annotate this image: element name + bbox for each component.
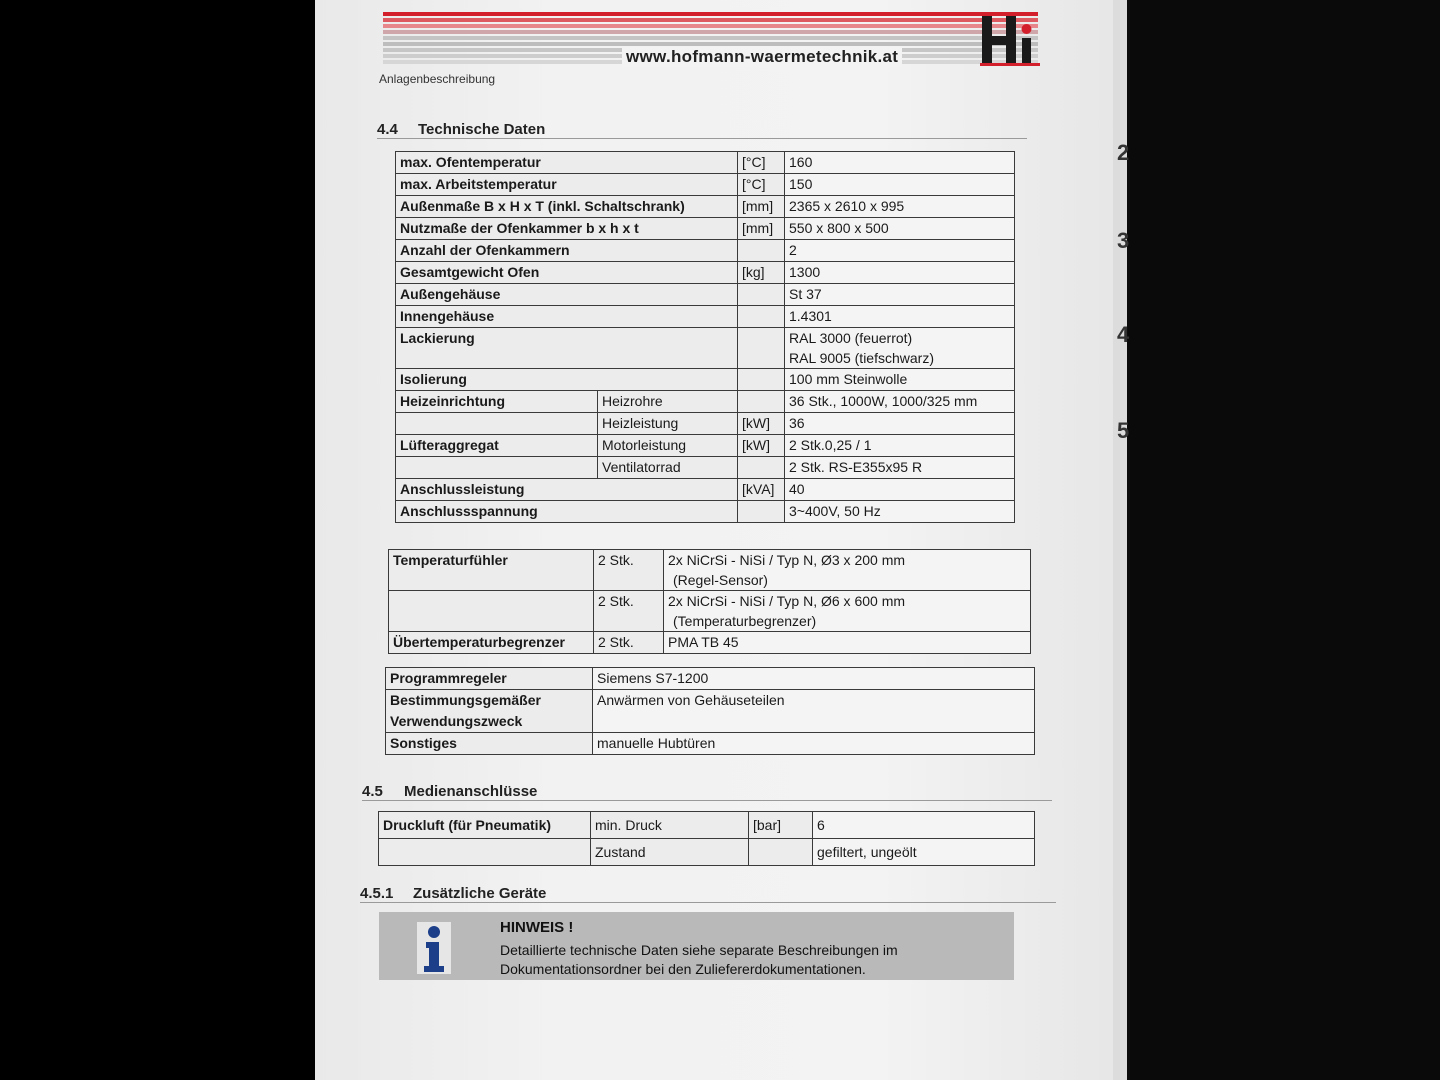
row-sublabel: Ventilatorrad — [598, 457, 738, 479]
table-row — [396, 369, 1015, 391]
row-value: 3~400V, 50 Hz — [785, 501, 1015, 523]
row-label: Temperaturfühler — [389, 550, 594, 591]
row-unit: [°C] — [738, 174, 785, 196]
row-sublabel: min. Druck — [591, 812, 749, 839]
row-value: PMA TB 45 — [664, 632, 1031, 654]
heading-rule — [362, 800, 1052, 801]
heading-rule — [360, 902, 1056, 903]
row-value: St 37 — [785, 284, 1015, 306]
row-value: 36 — [785, 413, 1015, 435]
row-label — [396, 457, 598, 479]
row-label: Anschlussspannung — [396, 501, 738, 523]
table-row — [386, 690, 1035, 733]
row-label: Außenmaße B x H x T (inkl. Schaltschrank) — [396, 196, 738, 218]
row-value: 550 x 800 x 500 — [785, 218, 1015, 240]
row-label: Lüfteraggregat — [396, 435, 598, 457]
table-row — [396, 435, 1015, 457]
row-label — [379, 839, 591, 866]
table-row — [396, 284, 1015, 306]
row-unit: [mm] — [738, 196, 785, 218]
row-value: RAL 3000 (feuerrot) RAL 9005 (tiefschwarz) — [785, 328, 1015, 369]
section-heading-4-4: 4.4 Technische Daten — [377, 121, 546, 138]
row-value: 2365 x 2610 x 995 — [785, 196, 1015, 218]
table-row — [396, 240, 1015, 262]
table-row — [396, 457, 1015, 479]
row-value: 2 — [785, 240, 1015, 262]
row-label: Isolierung — [396, 369, 738, 391]
note-title: HINWEIS ! — [500, 919, 574, 936]
row-unit: [kW] — [738, 413, 785, 435]
table-row — [396, 479, 1015, 501]
row-value: 2x NiCrSi - NiSi / Typ N, Ø6 x 600 mm (Temperaturbegrenzer) — [664, 591, 1031, 632]
row-unit: [kVA] — [738, 479, 785, 501]
row-value: 150 — [785, 174, 1015, 196]
row-value: 36 Stk., 1000W, 1000/325 mm — [785, 391, 1015, 413]
table-row — [396, 174, 1015, 196]
row-unit: [kW] — [738, 435, 785, 457]
row-unit: [°C] — [738, 152, 785, 174]
row-unit — [749, 839, 813, 866]
note-box — [379, 912, 1014, 980]
row-label — [389, 591, 594, 632]
row-label: Gesamtgewicht Ofen — [396, 262, 738, 284]
row-value: 40 — [785, 479, 1015, 501]
row-unit: [mm] — [738, 218, 785, 240]
table-row — [396, 391, 1015, 413]
company-logo — [980, 14, 1040, 66]
row-sublabel: Heizrohre — [598, 391, 738, 413]
table-row — [396, 328, 1015, 369]
row-sublabel: Motorleistung — [598, 435, 738, 457]
section-heading-4-5-1: 4.5.1 Zusätzliche Geräte — [360, 885, 547, 902]
row-label: Außengehäuse — [396, 284, 738, 306]
row-label: Heizeinrichtung — [396, 391, 598, 413]
table-row — [389, 550, 1031, 591]
technical-data-table — [395, 151, 1015, 523]
row-quantity: 2 Stk. — [594, 591, 664, 632]
row-value: 6 — [813, 812, 1035, 839]
row-value: 100 mm Steinwolle — [785, 369, 1015, 391]
row-label — [396, 413, 598, 435]
row-value: Anwärmen von Gehäuseteilen — [593, 690, 1035, 733]
row-quantity: 2 Stk. — [594, 550, 664, 591]
table-row — [396, 262, 1015, 284]
row-value: 2x NiCrSi - NiSi / Typ N, Ø3 x 200 mm (Regel-Sensor) — [664, 550, 1031, 591]
row-unit: [bar] — [749, 812, 813, 839]
section-heading-4-5: 4.5 Medienanschlüsse — [362, 783, 538, 800]
row-value: gefiltert, ungeölt — [813, 839, 1035, 866]
row-label: Sonstiges — [386, 733, 593, 755]
table-row — [386, 668, 1035, 690]
row-unit — [738, 328, 785, 369]
row-unit — [738, 501, 785, 523]
media-table — [378, 811, 1035, 866]
document-subtitle: Anlagenbeschreibung — [379, 72, 496, 86]
misc-table — [385, 667, 1035, 755]
row-unit: [kg] — [738, 262, 785, 284]
row-value: 2 Stk. RS-E355x95 R — [785, 457, 1015, 479]
table-row — [386, 733, 1035, 755]
row-label: max. Ofentemperatur — [396, 152, 738, 174]
row-label: Programmregeler — [386, 668, 593, 690]
row-unit — [738, 240, 785, 262]
note-text: Detaillierte technische Daten siehe separate Beschreibungen im Dokumentationsordner bei den Zuliefererdokumentationen. — [500, 942, 898, 977]
row-label: Anzahl der Ofenkammern — [396, 240, 738, 262]
table-row — [389, 591, 1031, 632]
row-label: Anschlussleistung — [396, 479, 738, 501]
row-value: manuelle Hubtüren — [593, 733, 1035, 755]
sensor-table — [388, 549, 1031, 654]
row-quantity: 2 Stk. — [594, 632, 664, 654]
info-icon — [417, 922, 451, 974]
table-row — [379, 812, 1035, 839]
row-label: Lackierung — [396, 328, 738, 369]
row-label: Druckluft (für Pneumatik) — [379, 812, 591, 839]
table-row — [396, 501, 1015, 523]
row-unit — [738, 457, 785, 479]
company-url: www.hofmann-waermetechnik.at — [622, 47, 902, 67]
row-unit — [738, 284, 785, 306]
table-row — [396, 152, 1015, 174]
row-label: Innengehäuse — [396, 306, 738, 328]
row-value: 1300 — [785, 262, 1015, 284]
row-unit — [738, 306, 785, 328]
row-label: Nutzmaße der Ofenkammer b x h x t — [396, 218, 738, 240]
row-unit — [738, 391, 785, 413]
row-label: max. Arbeitstemperatur — [396, 174, 738, 196]
adjacent-page-edge: 2 3 4 5 — [1113, 0, 1127, 1080]
row-value: Siemens S7-1200 — [593, 668, 1035, 690]
row-value: 2 Stk.0,25 / 1 — [785, 435, 1015, 457]
table-row — [396, 306, 1015, 328]
table-row — [389, 632, 1031, 654]
row-label: Übertemperaturbegrenzer — [389, 632, 594, 654]
row-unit — [738, 369, 785, 391]
row-sublabel: Zustand — [591, 839, 749, 866]
row-value: 1.4301 — [785, 306, 1015, 328]
row-label: Bestimmungsgemäßer Verwendungszweck — [386, 690, 593, 733]
row-value: 160 — [785, 152, 1015, 174]
table-row — [396, 196, 1015, 218]
table-row — [396, 413, 1015, 435]
background-right — [1125, 0, 1440, 1080]
row-sublabel: Heizleistung — [598, 413, 738, 435]
heading-rule — [377, 138, 1027, 139]
table-row — [379, 839, 1035, 866]
table-row — [396, 218, 1015, 240]
